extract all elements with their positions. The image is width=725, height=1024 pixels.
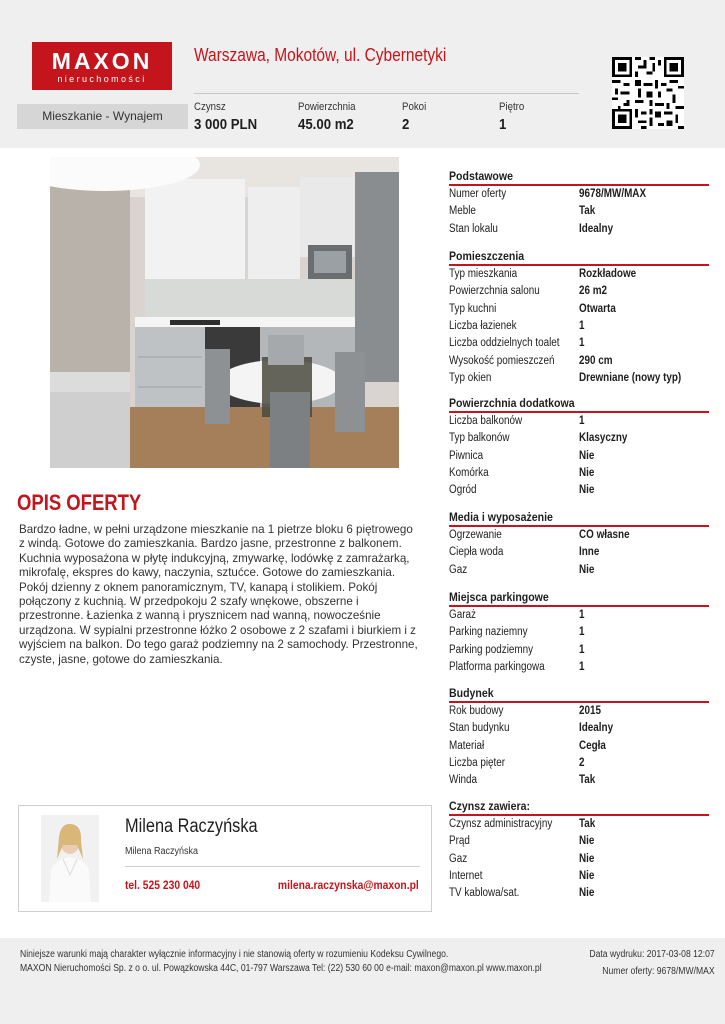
spec-value: 1 — [579, 660, 585, 673]
footer-print-date: Data wydruku: 2017-03-08 12:07 — [589, 949, 715, 960]
spec-key: Prąd — [449, 835, 470, 848]
spec-value: Nie — [579, 466, 595, 479]
spec-row — [449, 266, 709, 283]
property-photo[interactable] — [50, 157, 399, 468]
spec-key: Powierzchnia salonu — [449, 285, 540, 298]
spec-value: Drewniane (nowy typ) — [579, 371, 682, 384]
spec-key: Parking naziemny — [449, 626, 528, 639]
footer-company-info: MAXON Nieruchomości Sp. z o o. ul. Powązkowska 44C, 01-797 Warszawa Tel: (22) 530 60 00 e-mail: maxon@maxon.pl www.maxon.pl — [20, 963, 542, 974]
fact-label: Piętro — [499, 101, 525, 113]
spec-row — [449, 370, 709, 387]
spec-section-title — [449, 799, 709, 816]
spec-value: Nie — [579, 869, 595, 882]
spec-section-label: Pomieszczenia — [449, 249, 525, 263]
spec-section-label: Miejsca parkingowe — [449, 590, 549, 604]
spec-value: Inne — [579, 546, 600, 559]
spec-key: Ogród — [449, 484, 477, 497]
spec-row — [449, 186, 709, 203]
spec-row — [449, 318, 709, 335]
spec-row — [449, 868, 709, 885]
spec-key: Platforma parkingowa — [449, 660, 545, 673]
spec-row — [449, 221, 709, 238]
footer-disclaimer: Niniejsze warunki mają charakter wyłącznie informacyjny i nie stanowią oferty w rozumieniu Kodeksu Cywilnego. — [20, 949, 449, 960]
fact-value: 3 000 PLN — [194, 116, 258, 133]
spec-value: Idealny — [579, 222, 614, 235]
spec-row — [449, 624, 709, 641]
spec-section-label: Czynsz zawiera: — [449, 799, 531, 813]
spec-section-label: Podstawowe — [449, 169, 513, 183]
fact-area — [298, 101, 363, 133]
spec-key: Liczba łazienek — [449, 319, 517, 332]
logo-wordmark: MAXON — [51, 48, 153, 74]
spec-value: Nie — [579, 887, 595, 900]
spec-value: Nie — [579, 484, 595, 497]
logo-tagline: nieruchomości — [57, 74, 147, 84]
spec-row — [449, 738, 709, 755]
fact-label: Pokoi — [402, 101, 427, 113]
spec-key: Ciepła woda — [449, 546, 504, 559]
spec-row — [449, 335, 709, 352]
spec-value: 2015 — [579, 705, 602, 717]
spec-key: Ogrzewanie — [449, 529, 502, 541]
header-divider — [194, 93, 579, 94]
spec-key: Liczba balkonów — [449, 415, 523, 427]
spec-row — [449, 833, 709, 850]
spec-row — [449, 544, 709, 561]
spec-key: Wysokość pomieszczeń — [449, 354, 555, 367]
spec-value: 26 m2 — [579, 285, 608, 298]
spec-value: Klasyczny — [579, 432, 628, 445]
spec-value: Tak — [579, 205, 596, 218]
spec-value: 1 — [579, 609, 585, 621]
spec-value: Nie — [579, 449, 595, 462]
spec-key: Materiał — [449, 739, 485, 752]
spec-row — [449, 413, 709, 430]
spec-row — [449, 885, 709, 902]
spec-key: TV kablowa/sat. — [449, 887, 520, 900]
spec-value: Otwarta — [579, 302, 616, 315]
spec-row — [449, 851, 709, 868]
spec-row — [449, 465, 709, 482]
spec-value: Nie — [579, 835, 595, 848]
description-text: Bardzo ładne, w pełni urządzone mieszkanie na 1 pietrze bloku 6 piętrowego z windą. Gotowe do zamieszkania. Bardzo jasne, przestronne z balkonem. Kuchnia wyposażona w płytę indukcyjną, zmywarkę, lodówkę z zamrażarką, mikrofalę, ekspres do kawy, naczynia, sztućce. Gotowe do zamieszkania. Pokój dzienny z oknem panoramicznym, TV, kanapą i stolikiem. Pokój połączony z kuchnią. W przedpokoju 2 szafy wnękowe, obszerne i przestronne. Łazienka z wanną i prysznicem nad wanną, nowocześnie urządzona. W sypialni przestronne łóżko 2 osobowe z 2 szafami i biurkiem i z wyjściem na balkon. Do tego garaż podziemny na 2 samochody. Przestronne, czyste, jasne, gotowe do zamieszkania. — [19, 523, 418, 666]
spec-section-title — [449, 590, 709, 607]
description-title: OPIS OFERTY — [17, 490, 142, 515]
offer-type-badge: Mieszkanie - Wynajem — [17, 104, 188, 129]
spec-key: Numer oferty — [449, 188, 507, 200]
agent-phone-link[interactable]: tel. 525 230 040 — [125, 878, 201, 892]
spec-row — [449, 448, 709, 465]
spec-row — [449, 703, 709, 720]
spec-key: Parking podziemny — [449, 643, 534, 656]
spec-value: 9678/MW/MAX — [579, 188, 647, 200]
spec-key: Typ mieszkania — [449, 268, 518, 280]
spec-key: Komórka — [449, 466, 489, 479]
agent-subtitle: Milena Raczyńska — [125, 846, 199, 857]
spec-row — [449, 659, 709, 676]
spec-key: Liczba oddzielnych toalet — [449, 337, 560, 350]
spec-key: Meble — [449, 205, 476, 218]
spec-row — [449, 203, 709, 220]
spec-value: Tak — [579, 774, 596, 787]
spec-row — [449, 283, 709, 300]
spec-key: Rok budowy — [449, 705, 504, 717]
agent-email-link[interactable]: milena.raczynska@maxon.pl — [278, 878, 419, 892]
spec-value: 1 — [579, 415, 585, 427]
spec-value: Tak — [579, 818, 596, 830]
spec-row — [449, 562, 709, 579]
spec-value: 290 cm — [579, 354, 613, 367]
spec-key: Gaz — [449, 852, 468, 865]
footer — [0, 938, 725, 1024]
fact-value: 45.00 m2 — [298, 116, 354, 133]
spec-key: Liczba pięter — [449, 756, 506, 769]
qr-code-icon[interactable] — [612, 57, 684, 129]
spec-value: Nie — [579, 563, 595, 576]
spec-section-label: Powierzchnia dodatkowa — [449, 396, 575, 410]
spec-section-title — [449, 249, 709, 266]
spec-row — [449, 430, 709, 447]
spec-row — [449, 527, 709, 544]
spec-row — [449, 755, 709, 772]
spec-key: Internet — [449, 869, 483, 882]
spec-section-label: Budynek — [449, 686, 494, 700]
spec-value: 2 — [579, 756, 585, 769]
spec-key: Winda — [449, 774, 478, 787]
spec-row — [449, 301, 709, 318]
spec-row — [449, 720, 709, 737]
spec-key: Stan budynku — [449, 722, 510, 735]
spec-section-title — [449, 396, 709, 413]
listing-address: Warszawa, Mokotów, ul. Cybernetyki — [194, 45, 447, 65]
spec-value: CO własne — [579, 529, 630, 541]
spec-key: Typ balkonów — [449, 432, 510, 445]
fact-rent — [194, 101, 266, 133]
spec-key: Gaz — [449, 563, 468, 576]
fact-value: 2 — [402, 116, 410, 133]
footer-offer-number: Numer oferty: 9678/MW/MAX — [602, 966, 715, 977]
spec-value: Nie — [579, 852, 595, 865]
agent-photo — [41, 815, 99, 902]
maxon-logo[interactable] — [32, 42, 172, 90]
spec-key: Czynsz administracyjny — [449, 818, 553, 830]
fact-rooms — [402, 101, 430, 133]
fact-value: 1 — [499, 116, 507, 133]
spec-value: 1 — [579, 626, 585, 639]
spec-row — [449, 353, 709, 370]
spec-key: Garaż — [449, 609, 476, 621]
spec-key: Typ kuchni — [449, 302, 497, 315]
spec-value: 1 — [579, 643, 585, 656]
spec-key: Stan lokalu — [449, 222, 498, 235]
spec-value: Rozkładowe — [579, 268, 637, 280]
spec-row — [449, 607, 709, 624]
spec-value: Idealny — [579, 722, 614, 735]
fact-floor — [499, 101, 528, 133]
agent-card — [18, 805, 432, 912]
spec-section-label: Media i wyposażenie — [449, 510, 553, 524]
spec-section-title — [449, 686, 709, 703]
fact-label: Czynsz — [194, 101, 226, 113]
spec-row — [449, 642, 709, 659]
header-band — [0, 0, 725, 148]
agent-divider — [125, 866, 420, 867]
agent-name: Milena Raczyńska — [125, 816, 258, 837]
spec-row — [449, 772, 709, 789]
spec-key: Piwnica — [449, 449, 484, 462]
spec-row — [449, 482, 709, 499]
spec-key: Typ okien — [449, 371, 492, 384]
spec-value: 1 — [579, 337, 585, 350]
spec-value: 1 — [579, 319, 585, 332]
spec-row — [449, 816, 709, 833]
spec-section-title — [449, 510, 709, 527]
fact-label: Powierzchnia — [298, 101, 356, 113]
spec-value: Cegła — [579, 739, 606, 752]
spec-section-title — [449, 169, 709, 186]
